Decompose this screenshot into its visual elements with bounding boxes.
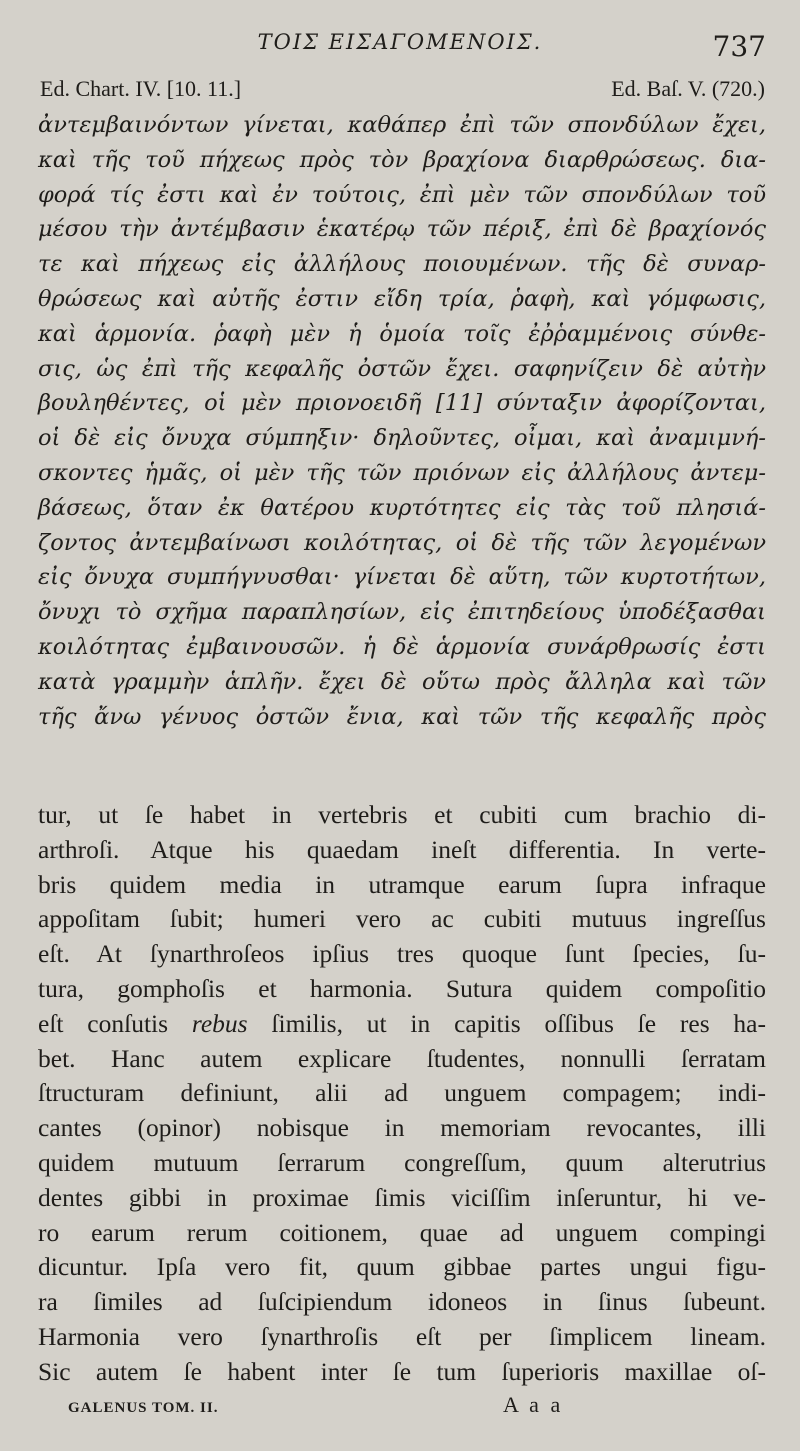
latin-text-line: ſtructuram definiunt, alii ad unguem compagem; indi- [38, 1078, 766, 1108]
latin-text-line: dentes gibbi in proximae ſimis viciſſim inſeruntur, hi ve- [38, 1182, 766, 1212]
greek-text-line: οἱ δὲ εἰς ὄνυχα σύμπηξιν· δηλοῦντες, οἶμαι, καὶ ἀναμιμνή- [38, 425, 766, 452]
latin-text-line: dicuntur. Ipſa vero fit, quum gibbae partes ungui figu- [38, 1252, 766, 1282]
greek-text-line: καὶ ἁρμονία. ῥαφὴ μὲν ἡ ὁμοία τοῖς ἐῤῥαμμένοις σύνθε- [38, 320, 766, 347]
page-number: 737 [712, 30, 766, 63]
greek-text-line: ἀντεμβαινόντων γίνεται, καθάπερ ἐπὶ τῶν σπονδύλων ἔχει, [38, 112, 766, 138]
latin-text-line: tura, gomphoſis et harmonia. Sutura quidem compoſitio [38, 973, 766, 1003]
footer-signature-mark: A a a [503, 1392, 564, 1417]
latin-text-block [38, 798, 766, 1390]
running-head: ΤΟΙΣ ΕΙΣΑΓΟΜΕΝΟΙΣ. [257, 30, 543, 54]
edition-reference-left: Ed. Chart. IV. [10. 11.] [40, 76, 242, 101]
latin-text-line: eſt. At ſynarthroſeos ipſius tres quoque ſunt ſpecies, ſu- [38, 939, 766, 969]
latin-text-line: appoſitam ſubit; humeri vero ac cubiti mutuus ingreſſus [38, 904, 766, 934]
greek-text-line: εἰς ὄνυχα συμπήγνυσθαι· γίνεται δὲ αὕτη, τῶν κυρτοτήτων, [38, 564, 766, 591]
latin-text-line: arthroſi. Atque his quaedam ineſt differentia. In verte- [38, 834, 766, 864]
greek-text-line: κοιλότητας ἐμβαινουσῶν. ἡ δὲ ἁρμονία συνάρθρωσίς ἐστι [38, 633, 766, 660]
latin-text-line: quidem mutuum ſerrarum congreſſum, quum alterutrius [38, 1147, 766, 1177]
greek-text-line: σις, ὡς ἐπὶ τῆς κεφαλῆς ὀστῶν ἔχει. σαφηνίζειν δὲ αὐτὴν [38, 355, 766, 382]
latin-text-line: ro earum rerum coitionem, quae ad unguem compingi [38, 1217, 766, 1247]
latin-text-line: eſt conſutis rebus ſimilis, ut in capitis oſſibus ſe res ha- [38, 1008, 766, 1038]
edition-reference-right: Ed. Baſ. V. (720.) [611, 76, 765, 101]
greek-text-line: θρώσεως καὶ αὐτῆς ἐστιν εἴδη τρία, ῥαφὴ, καὶ γόμφωσις, [38, 285, 766, 312]
latin-text-line: bet. Hanc autem explicare ſtudentes, nonnulli ſerratam [38, 1043, 766, 1073]
greek-text-line: βουληθέντες, οἱ μὲν πριονοειδῆ [11] σύνταξιν ἀφορίζονται, [38, 390, 766, 417]
latin-text-line: cantes (opinor) nobisque in memoriam revocantes, illi [38, 1113, 766, 1143]
greek-text-line: τῆς ἄνω γένυος ὀστῶν ἔνια, καὶ τῶν τῆς κεφαλῆς πρὸς [38, 703, 766, 730]
latin-text-line: ra ſimiles ad ſuſcipiendum idoneos in ſinus ſubeunt. [38, 1287, 766, 1317]
greek-text-line: φορά τίς ἐστι καὶ ἐν τούτοις, ἐπὶ μὲν τῶν σπονδύλων τοῦ [38, 181, 766, 208]
latin-text-line: Sic autem ſe habent inter ſe tum ſuperioris maxillae oſ- [38, 1356, 766, 1386]
edition-reference-line [40, 76, 765, 102]
greek-text-line: κατὰ γραμμὴν ἁπλῆν. ἔχει δὲ οὕτω πρὸς ἄλληλα καὶ τῶν [38, 668, 766, 695]
greek-text-line: σκοντες ἡμᾶς, οἱ μὲν τῆς τῶν πριόνων εἰς ἀλλήλους ἀντεμ- [38, 459, 766, 486]
footer-signature-title: GALENUS TOM. II. [68, 1400, 219, 1416]
latin-text-line: tur, ut ſe habet in vertebris et cubiti cum brachio di- [38, 800, 766, 829]
greek-text-line: τε καὶ πήχεως εἰς ἀλλήλους ποιουμένων. τῆς δὲ συναρ- [38, 251, 766, 278]
latin-text-line: Harmonia vero ſynarthroſis eſt per ſimplicem lineam. [38, 1321, 766, 1351]
greek-text-line: καὶ τῆς τοῦ πήχεως πρὸς τὸν βραχίονα διαρθρώσεως. δια- [38, 146, 766, 173]
greek-text-line: ὄνυχι τὸ σχῆμα παραπλησίων, εἰς ἐπιτηδείους ὑποδέξασθαι [38, 599, 766, 626]
greek-text-block [38, 108, 766, 734]
greek-text-line: μέσου τὴν ἀντέμβασιν ἑκατέρῳ τῶν πέριξ, ἐπὶ δὲ βραχίονός [38, 216, 766, 243]
greek-text-line: βάσεως, ὅταν ἐκ θατέρου κυρτότητες εἰς τὰς τοῦ πλησιά- [38, 494, 766, 521]
latin-text-line: bris quidem media in utramque earum ſupra infraque [38, 869, 766, 899]
greek-text-line: ζοντος ἀντεμβαίνωσι κοιλότητας, οἱ δὲ τῆς τῶν λεγομένων [38, 529, 766, 556]
